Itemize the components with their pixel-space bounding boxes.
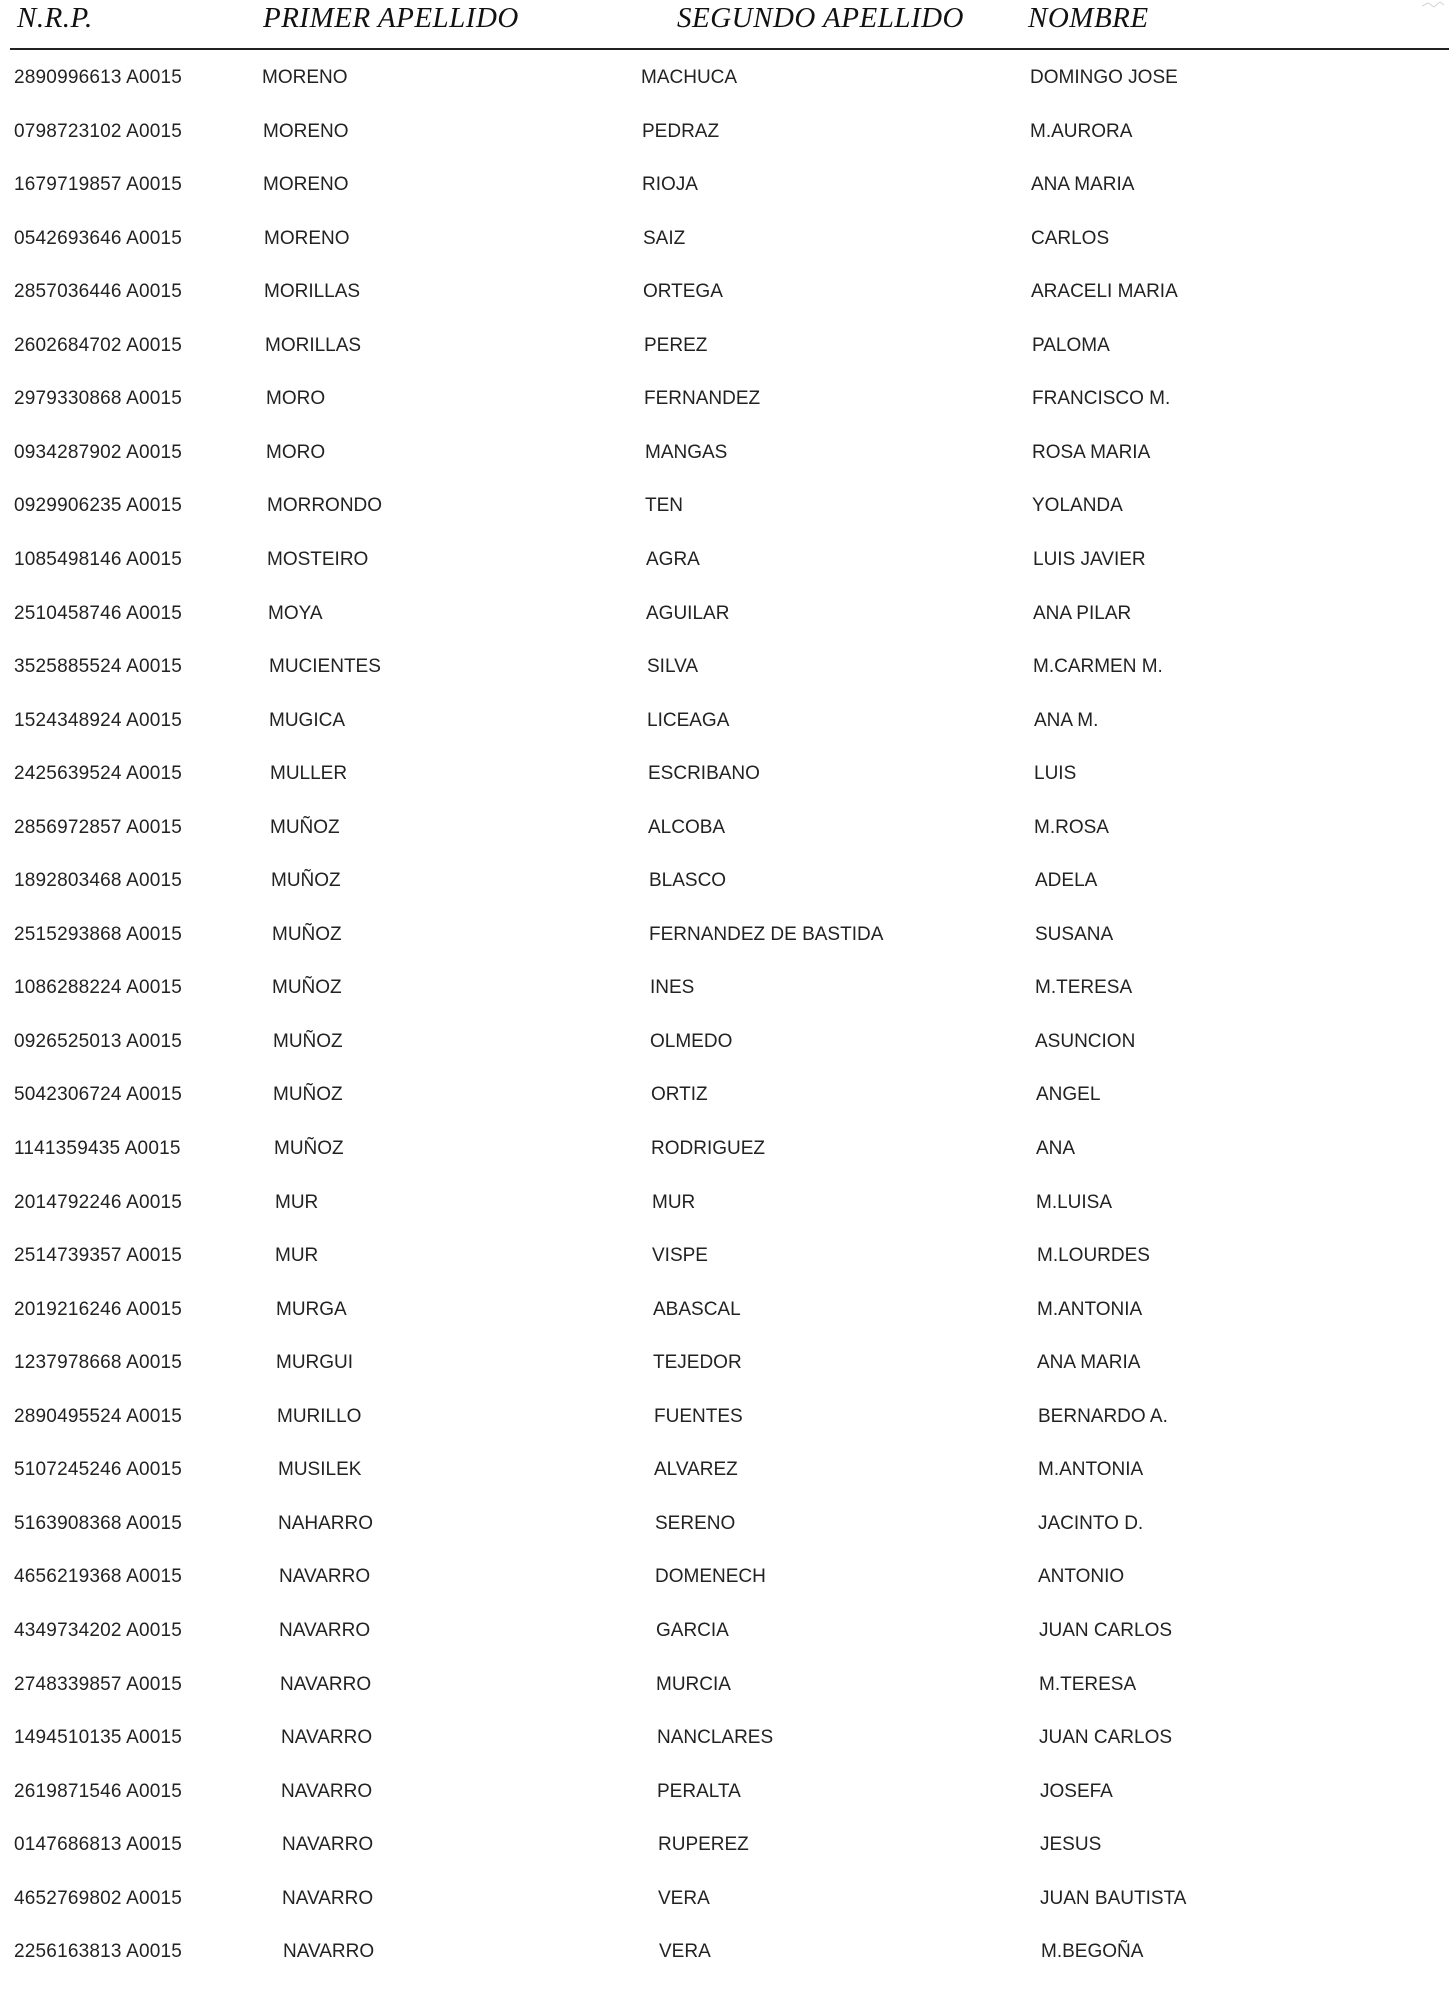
cell-segundo-apellido: MURCIA bbox=[656, 1673, 731, 1695]
table-row bbox=[0, 227, 1449, 267]
cell-segundo-apellido: SERENO bbox=[655, 1512, 736, 1534]
cell-primer-apellido: MUÑOZ bbox=[272, 977, 342, 999]
cell-nrp: 0926525013 A0015 bbox=[14, 1030, 183, 1052]
cell-nombre: ANTONIO bbox=[1038, 1566, 1125, 1588]
cell-nombre: M.TERESA bbox=[1035, 977, 1133, 999]
cell-nrp: 1679719857 A0015 bbox=[14, 174, 183, 196]
cell-nombre: M.ANTONIA bbox=[1037, 1298, 1143, 1320]
cell-segundo-apellido: AGRA bbox=[646, 548, 700, 570]
cell-segundo-apellido: ORTIZ bbox=[651, 1084, 708, 1106]
column-header-nombre: NOMBRE bbox=[1028, 2, 1149, 34]
table-row bbox=[0, 494, 1449, 534]
cell-nrp: 2979330868 A0015 bbox=[14, 388, 183, 410]
cell-nombre: M.AURORA bbox=[1030, 120, 1133, 142]
cell-nrp: 4656219368 A0015 bbox=[14, 1566, 183, 1588]
cell-nrp: 1494510135 A0015 bbox=[14, 1727, 183, 1749]
cell-primer-apellido: MUÑOZ bbox=[271, 870, 341, 892]
cell-nombre: JUAN BAUTISTA bbox=[1040, 1887, 1187, 1909]
cell-nrp: 5107245246 A0015 bbox=[14, 1459, 183, 1481]
cell-nrp: 1141359435 A0015 bbox=[14, 1138, 181, 1159]
table-row bbox=[0, 1030, 1449, 1070]
cell-nrp: 2514739357 A0015 bbox=[14, 1245, 183, 1267]
cell-nombre: JUAN CARLOS bbox=[1039, 1619, 1173, 1641]
cell-primer-apellido: NAVARRO bbox=[279, 1619, 371, 1641]
cell-nombre: BERNARDO A. bbox=[1038, 1405, 1168, 1427]
cell-nombre: FRANCISCO M. bbox=[1032, 388, 1171, 410]
cell-primer-apellido: MOSTEIRO bbox=[267, 548, 369, 570]
cell-segundo-apellido: FERNANDEZ DE BASTIDA bbox=[649, 923, 884, 945]
table-row bbox=[0, 280, 1449, 320]
cell-segundo-apellido: SILVA bbox=[647, 656, 699, 678]
cell-nombre: ARACELI MARIA bbox=[1031, 281, 1178, 303]
cell-segundo-apellido: RIOJA bbox=[642, 174, 698, 196]
cell-primer-apellido: MUCIENTES bbox=[269, 656, 381, 678]
cell-nrp: 2602684702 A0015 bbox=[14, 334, 183, 356]
cell-segundo-apellido: MUR bbox=[652, 1191, 696, 1213]
cell-segundo-apellido: PERALTA bbox=[657, 1780, 741, 1802]
cell-primer-apellido: MUR bbox=[275, 1191, 319, 1213]
table-row bbox=[0, 816, 1449, 856]
cell-primer-apellido: NAVARRO bbox=[283, 1941, 375, 1963]
cell-nrp: 2619871546 A0015 bbox=[14, 1780, 183, 1802]
cell-nombre: JESUS bbox=[1040, 1834, 1102, 1856]
cell-segundo-apellido: INES bbox=[650, 977, 695, 999]
cell-nombre: JUAN CARLOS bbox=[1039, 1727, 1173, 1749]
table-row bbox=[0, 869, 1449, 909]
cell-primer-apellido: MUÑOZ bbox=[273, 1030, 343, 1052]
cell-segundo-apellido: MACHUCA bbox=[641, 67, 738, 88]
cell-segundo-apellido: PEDRAZ bbox=[642, 120, 720, 142]
table-row bbox=[0, 976, 1449, 1016]
cell-primer-apellido: MORO bbox=[266, 441, 326, 463]
cell-segundo-apellido: RODRIGUEZ bbox=[651, 1138, 765, 1159]
cell-primer-apellido: MUGICA bbox=[269, 709, 345, 731]
cell-primer-apellido: NAHARRO bbox=[278, 1512, 374, 1534]
cell-nrp: 2425639524 A0015 bbox=[14, 763, 183, 785]
cell-primer-apellido: MURGUI bbox=[276, 1352, 354, 1374]
cell-segundo-apellido: DOMENECH bbox=[655, 1566, 766, 1588]
cell-nombre: ASUNCION bbox=[1035, 1030, 1136, 1052]
cell-nombre: ROSA MARIA bbox=[1032, 441, 1151, 463]
cell-segundo-apellido: PEREZ bbox=[644, 334, 708, 356]
cell-nrp: 0934287902 A0015 bbox=[14, 441, 183, 463]
cell-nrp: 5163908368 A0015 bbox=[14, 1512, 183, 1534]
cell-nombre: YOLANDA bbox=[1032, 495, 1123, 517]
cell-nrp: 1524348924 A0015 bbox=[14, 709, 183, 731]
table-row bbox=[0, 1780, 1449, 1820]
cell-nombre: SUSANA bbox=[1035, 923, 1114, 945]
cell-segundo-apellido: ALVAREZ bbox=[654, 1459, 738, 1481]
table-row bbox=[0, 1512, 1449, 1552]
cell-primer-apellido: MUÑOZ bbox=[272, 923, 342, 945]
table-row bbox=[0, 762, 1449, 802]
cell-nrp: 1892803468 A0015 bbox=[14, 870, 183, 892]
table-row bbox=[0, 1565, 1449, 1605]
cell-nrp: 4349734202 A0015 bbox=[14, 1619, 183, 1641]
cell-primer-apellido: MOYA bbox=[268, 602, 323, 624]
cell-primer-apellido: MORO bbox=[266, 388, 326, 410]
table-row bbox=[0, 387, 1449, 427]
cell-nrp: 2014792246 A0015 bbox=[14, 1191, 183, 1213]
cell-primer-apellido: MORENO bbox=[262, 67, 348, 88]
cell-nrp: 2890495524 A0015 bbox=[14, 1405, 183, 1427]
cell-primer-apellido: NAVARRO bbox=[280, 1673, 372, 1695]
cell-nombre: CARLOS bbox=[1031, 227, 1110, 249]
cell-segundo-apellido: VISPE bbox=[652, 1245, 708, 1267]
table-row bbox=[0, 441, 1449, 481]
table-row bbox=[0, 1940, 1449, 1980]
table-row bbox=[0, 1887, 1449, 1927]
table-row bbox=[0, 1244, 1449, 1284]
cell-segundo-apellido: VERA bbox=[658, 1887, 710, 1909]
cell-nrp: 1086288224 A0015 bbox=[14, 977, 183, 999]
cell-nrp: 0542693646 A0015 bbox=[14, 227, 183, 249]
cell-nrp: 3525885524 A0015 bbox=[14, 656, 183, 678]
cell-segundo-apellido: ESCRIBANO bbox=[648, 763, 760, 785]
cell-nrp: 1085498146 A0015 bbox=[14, 548, 183, 570]
cell-nombre: LUIS bbox=[1034, 763, 1077, 785]
cell-nrp: 0929906235 A0015 bbox=[14, 495, 183, 517]
cell-nombre: DOMINGO JOSE bbox=[1030, 67, 1178, 88]
cell-nrp: 2510458746 A0015 bbox=[14, 602, 183, 624]
cell-primer-apellido: NAVARRO bbox=[282, 1887, 374, 1909]
cell-nrp: 2256163813 A0015 bbox=[14, 1941, 183, 1963]
cell-primer-apellido: MORILLAS bbox=[264, 281, 361, 303]
cell-segundo-apellido: TEN bbox=[645, 495, 683, 517]
cell-nombre: LUIS JAVIER bbox=[1033, 548, 1146, 570]
table-row bbox=[0, 1833, 1449, 1873]
cell-nombre: JACINTO D. bbox=[1038, 1512, 1144, 1534]
cell-nombre: ANA bbox=[1036, 1138, 1076, 1159]
cell-primer-apellido: NAVARRO bbox=[282, 1834, 374, 1856]
cell-primer-apellido: MURGA bbox=[276, 1298, 347, 1320]
cell-nombre: ANA MARIA bbox=[1031, 174, 1135, 196]
cell-segundo-apellido: FUENTES bbox=[654, 1405, 743, 1427]
table-row bbox=[0, 655, 1449, 695]
cell-segundo-apellido: NANCLARES bbox=[657, 1727, 774, 1749]
table-row bbox=[0, 1137, 1449, 1177]
cell-nombre: ANA MARIA bbox=[1037, 1352, 1141, 1374]
cell-nrp: 5042306724 A0015 bbox=[14, 1084, 183, 1106]
cell-nrp: 2890996613 A0015 bbox=[14, 67, 183, 88]
cell-segundo-apellido: ABASCAL bbox=[653, 1298, 741, 1320]
cell-nrp: 0147686813 A0015 bbox=[14, 1834, 183, 1856]
table-row bbox=[0, 120, 1449, 160]
cell-nombre: M.ANTONIA bbox=[1038, 1459, 1144, 1481]
table-row bbox=[0, 1191, 1449, 1231]
cell-nombre: ADELA bbox=[1035, 870, 1098, 892]
table-row bbox=[0, 923, 1449, 963]
cell-nrp: 2019216246 A0015 bbox=[14, 1298, 183, 1320]
cell-segundo-apellido: TEJEDOR bbox=[653, 1352, 742, 1374]
cell-nombre: M.LOURDES bbox=[1037, 1245, 1150, 1267]
cell-segundo-apellido: MANGAS bbox=[645, 441, 728, 463]
table-row bbox=[0, 602, 1449, 642]
cell-nombre: M.BEGOÑA bbox=[1041, 1941, 1144, 1963]
cell-nrp: 2856972857 A0015 bbox=[14, 816, 183, 838]
table-row bbox=[0, 709, 1449, 749]
cell-nrp: 2515293868 A0015 bbox=[14, 923, 183, 945]
cell-segundo-apellido: FERNANDEZ bbox=[644, 388, 761, 410]
cell-primer-apellido: NAVARRO bbox=[279, 1566, 371, 1588]
table-row bbox=[0, 1351, 1449, 1391]
cell-nombre: PALOMA bbox=[1032, 334, 1110, 356]
cell-segundo-apellido: AGUILAR bbox=[646, 602, 730, 624]
cell-segundo-apellido: LICEAGA bbox=[647, 709, 730, 731]
table-row bbox=[0, 1083, 1449, 1123]
cell-primer-apellido: MULLER bbox=[270, 763, 348, 785]
column-header-segundo-apellido: SEGUNDO APELLIDO bbox=[677, 2, 964, 34]
cell-primer-apellido: MORRONDO bbox=[267, 495, 383, 517]
cell-nrp: 0798723102 A0015 bbox=[14, 120, 183, 142]
cell-segundo-apellido: ORTEGA bbox=[643, 281, 723, 303]
table-row bbox=[0, 1405, 1449, 1445]
cell-primer-apellido: MUÑOZ bbox=[273, 1084, 343, 1106]
cell-nombre: ANA PILAR bbox=[1033, 602, 1132, 624]
cell-nombre: JOSEFA bbox=[1040, 1780, 1113, 1802]
table-row bbox=[0, 173, 1449, 213]
table-row bbox=[0, 1458, 1449, 1498]
cell-primer-apellido: MORENO bbox=[263, 174, 349, 196]
cell-primer-apellido: MUÑOZ bbox=[270, 816, 340, 838]
cell-nrp: 4652769802 A0015 bbox=[14, 1887, 183, 1909]
cell-primer-apellido: MURILLO bbox=[277, 1405, 362, 1427]
cell-segundo-apellido: OLMEDO bbox=[650, 1030, 733, 1052]
cell-nombre: M.ROSA bbox=[1034, 816, 1109, 838]
cell-nrp: 2857036446 A0015 bbox=[14, 281, 183, 303]
cell-segundo-apellido: SAIZ bbox=[643, 227, 686, 249]
cell-segundo-apellido: GARCIA bbox=[656, 1619, 729, 1641]
table-row bbox=[0, 548, 1449, 588]
cell-primer-apellido: MORILLAS bbox=[265, 334, 362, 356]
cell-nombre: M.TERESA bbox=[1039, 1673, 1137, 1695]
cell-segundo-apellido: RUPEREZ bbox=[658, 1834, 749, 1856]
table-row bbox=[0, 1673, 1449, 1713]
cell-nombre: M.LUISA bbox=[1036, 1191, 1113, 1213]
column-header-primer-apellido: PRIMER APELLIDO bbox=[263, 2, 519, 34]
cell-segundo-apellido: ALCOBA bbox=[648, 816, 726, 838]
cell-nrp: 1237978668 A0015 bbox=[14, 1352, 183, 1374]
table-row bbox=[0, 1726, 1449, 1766]
cell-primer-apellido: MUÑOZ bbox=[274, 1138, 344, 1159]
cell-nrp: 2748339857 A0015 bbox=[14, 1673, 183, 1695]
cell-primer-apellido: MUR bbox=[275, 1245, 319, 1267]
cell-nombre: ANGEL bbox=[1036, 1084, 1101, 1106]
table-row bbox=[0, 334, 1449, 374]
cell-nombre: ANA M. bbox=[1034, 709, 1099, 731]
cell-segundo-apellido: VERA bbox=[659, 1941, 711, 1963]
cell-primer-apellido: NAVARRO bbox=[281, 1727, 373, 1749]
cell-primer-apellido: NAVARRO bbox=[281, 1780, 373, 1802]
cell-nombre: M.CARMEN M. bbox=[1033, 656, 1163, 678]
cell-segundo-apellido: BLASCO bbox=[649, 870, 727, 892]
cell-primer-apellido: MORENO bbox=[264, 227, 350, 249]
cell-primer-apellido: MUSILEK bbox=[278, 1459, 362, 1481]
cell-primer-apellido: MORENO bbox=[263, 120, 349, 142]
table-row bbox=[0, 66, 1449, 106]
table-row bbox=[0, 1298, 1449, 1338]
table-row bbox=[0, 1619, 1449, 1659]
column-header-nrp: N.R.P. bbox=[17, 2, 93, 34]
